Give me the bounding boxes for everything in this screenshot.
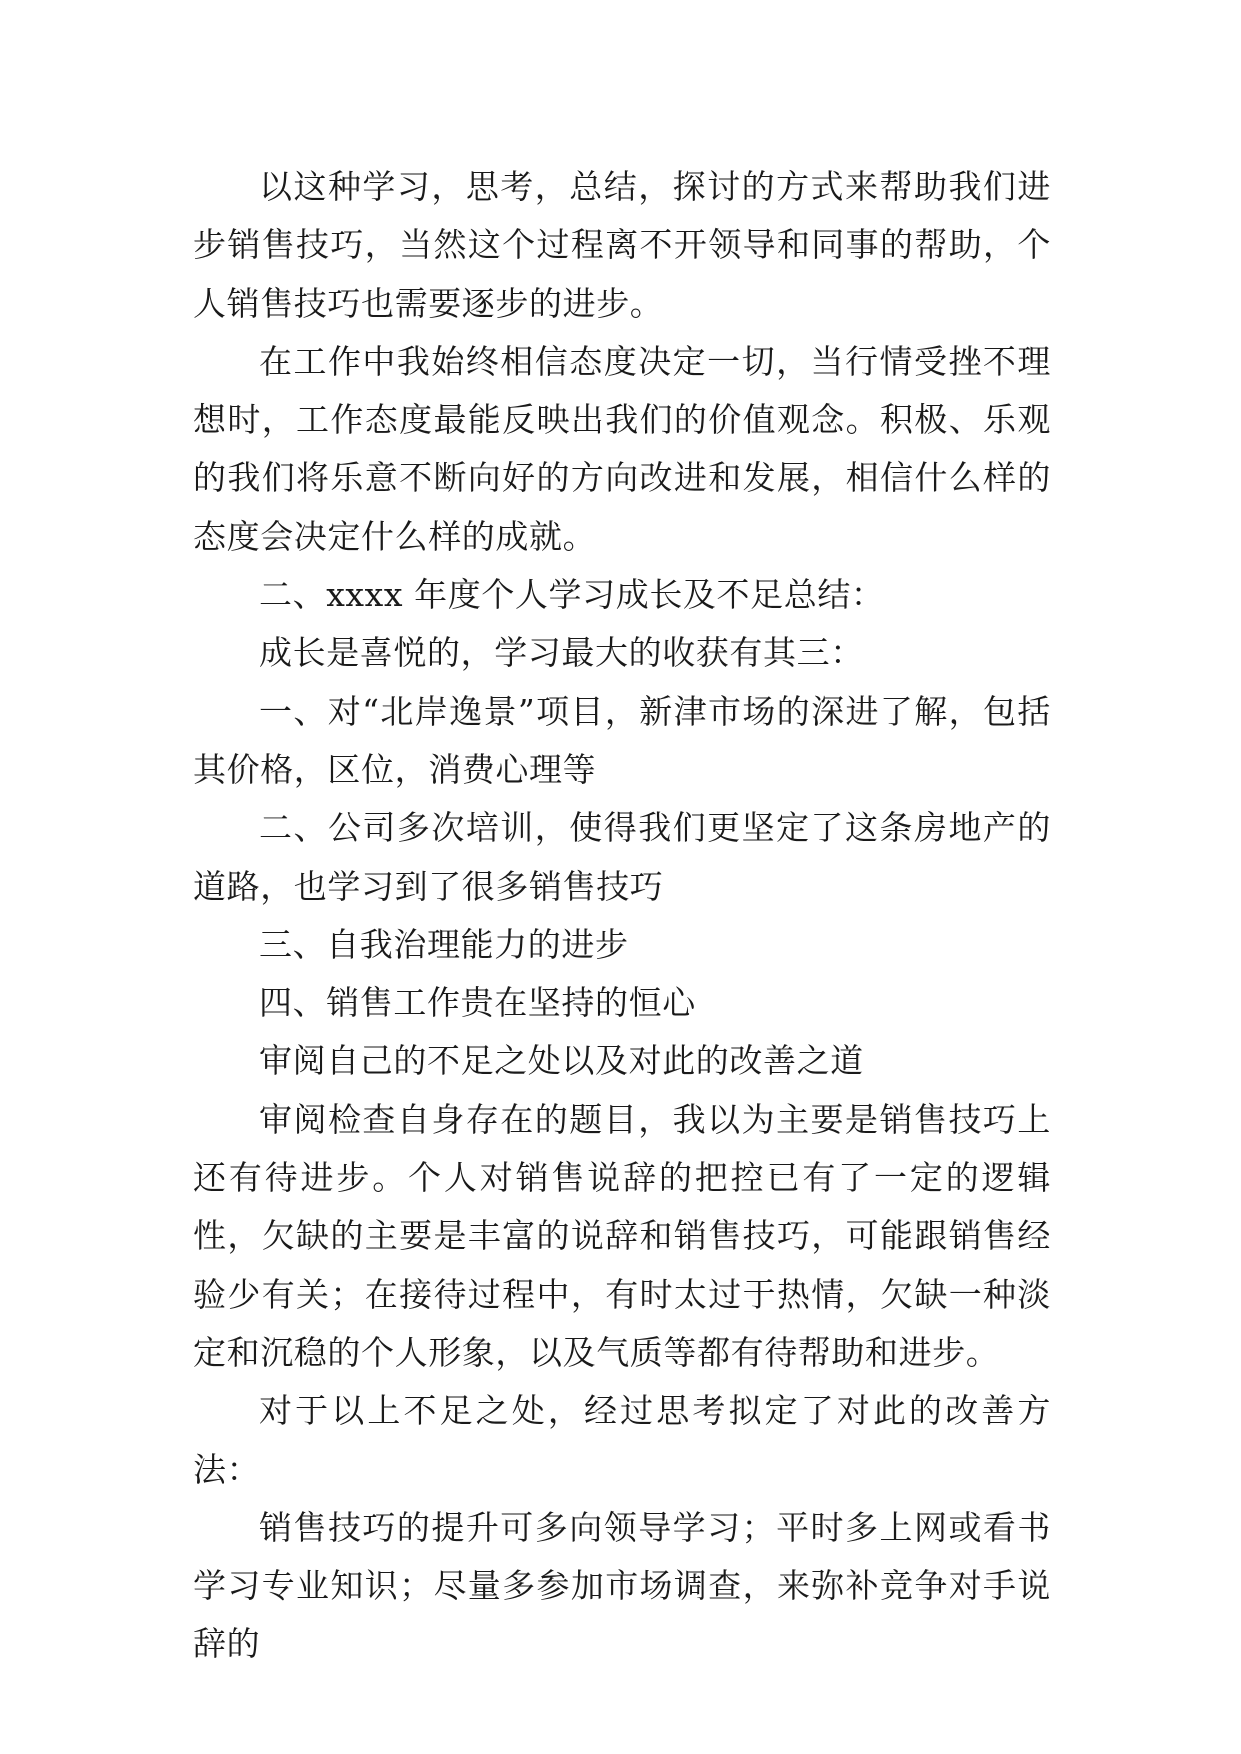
paragraph: 对于以上不足之处，经过思考拟定了对此的改善方法： bbox=[193, 1391, 1051, 1489]
list-item: 二、公司多次培训，使得我们更坚定了这条房地产的道路，也学习到了很多销售技巧 bbox=[193, 808, 1051, 906]
section-heading: 二、xxxx 年度个人学习成长及不足总结： bbox=[259, 575, 885, 615]
list-item: 三、自我治理能力的进步 bbox=[259, 924, 629, 964]
list-item: 一、对“北岸逸景”项目，新津市场的深进了解，包括其价格，区位，消费心理等 bbox=[193, 691, 1051, 789]
subheading: 审阅自己的不足之处以及对此的改善之道 bbox=[259, 1041, 864, 1081]
paragraph: 审阅检查自身存在的题目，我以为主要是销售技巧上还有待进步。个人对销售说辞的把控已有了一定的逻辑性，欠缺的主要是丰富的说辞和销售技巧，可能跟销售经验少有关；在接待过程中，有时太过于热情，欠缺一种淡定和沉稳的个人形象，以及气质等都有待帮助和进步。 bbox=[193, 1099, 1051, 1372]
paragraph: 成长是喜悦的，学习最大的收获有其三： bbox=[259, 633, 864, 673]
list-item: 四、销售工作贵在坚持的恒心 bbox=[259, 983, 696, 1023]
paragraph: 以这种学习，思考，总结，探讨的方式来帮助我们进步销售技巧，当然这个过程离不开领导和同事的帮助，个人销售技巧也需要逐步的进步。 bbox=[193, 167, 1051, 323]
paragraph: 销售技巧的提升可多向领导学习；平时多上网或看书学习专业知识；尽量多参加市场调查，来弥补竞争对手说辞的 bbox=[193, 1507, 1051, 1664]
document-body bbox=[193, 158, 1051, 1674]
paragraph: 在工作中我始终相信态度决定一切，当行情受挫不理想时，工作态度最能反映出我们的价值观念。积极、乐观的我们将乐意不断向好的方向改进和发展，相信什么样的态度会决定什么样的成就。 bbox=[193, 341, 1051, 556]
